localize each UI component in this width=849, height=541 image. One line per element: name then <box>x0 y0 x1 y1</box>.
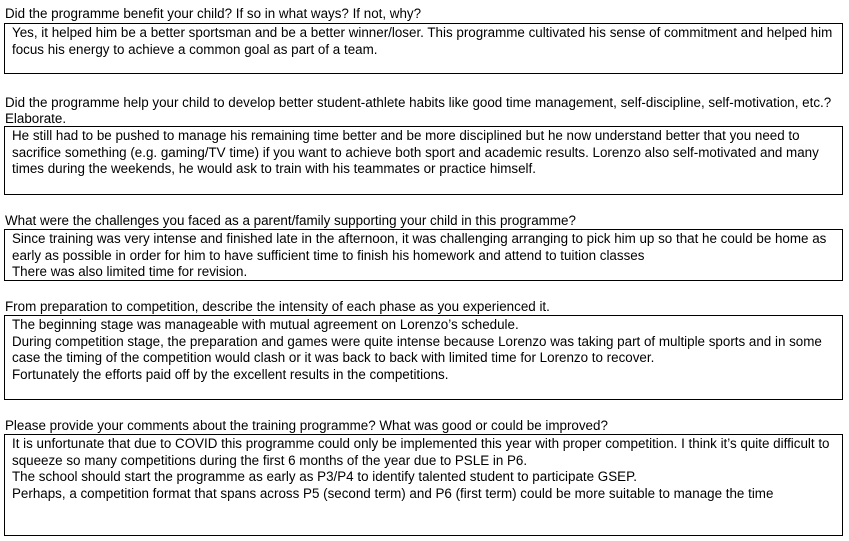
answer-box-1 <box>4 23 843 74</box>
answer-4-paragraph-3: Fortunately the efforts paid off by the excellent results in the competitions. <box>12 366 449 382</box>
question-2: Did the programme help your child to develop better student-athlete habits like good time management, self-discipline, self-motivation, etc.? Elaborate. <box>5 95 832 126</box>
answer-3-paragraph-2: There was also limited time for revision. <box>12 264 248 279</box>
answer-5-paragraph-1: It is unfortunate that due to COVID this programme could only be implemented this year with proper competition. I think it’s quite difficult to squeeze so many competitions during the first 6 months of the year due to PSLE in P6. <box>12 436 830 468</box>
answer-box-5 <box>4 434 843 536</box>
answer-box-3 <box>4 229 843 281</box>
question-4: From preparation to competition, describe the intensity of each phase as you experienced it. <box>5 299 550 314</box>
answer-5-paragraph-3: Perhaps, a competition format that spans across P5 (second term) and P6 (first term) could be more suitable to manage the time <box>12 485 774 501</box>
answer-4-paragraph-1: The beginning stage was manageable with mutual agreement on Lorenzo’s schedule. <box>12 317 519 332</box>
question-1: Did the programme benefit your child? If so in what ways? If not, why? <box>5 6 422 21</box>
answer-3-paragraph-1: Since training was very intense and finished late in the afternoon, it was challenging arranging to pick him up so that he could be home as early as possible in order for him to have sufficient time to finish his homework and attend to tuition classes <box>12 231 827 263</box>
question-5: Please provide your comments about the training programme? What was good or could be improved? <box>5 418 608 433</box>
answer-box-4 <box>4 315 843 400</box>
answer-1-paragraph-1: Yes, it helped him be a better sportsman and be a better winner/loser. This programme cultivated his sense of commitment and helped him focus his energy to achieve a common goal as part of a team. <box>12 25 833 57</box>
answer-2-paragraph-1: He still had to be pushed to manage his remaining time better and be more disciplined but he now understand better that you need to sacrifice something (e.g. gaming/TV time) if you want to achieve both sport and academic results. Lorenzo also self-motivated and many times during the weekends, he would ask to train with his teammates or practice himself. <box>12 128 819 176</box>
answer-5-paragraph-2: The school should start the programme as early as P3/P4 to identify talented student to participate GSEP. <box>12 469 637 484</box>
question-3: What were the challenges you faced as a parent/family supporting your child in this programme? <box>5 213 576 228</box>
answer-4-paragraph-2: During competition stage, the preparation and games were quite intense because Lorenzo was taking part of multiple sports and in some case the timing of the competition would clash or it was back to back with limited time for Lorenzo to recover. <box>12 333 822 365</box>
answer-box-2 <box>4 126 843 195</box>
